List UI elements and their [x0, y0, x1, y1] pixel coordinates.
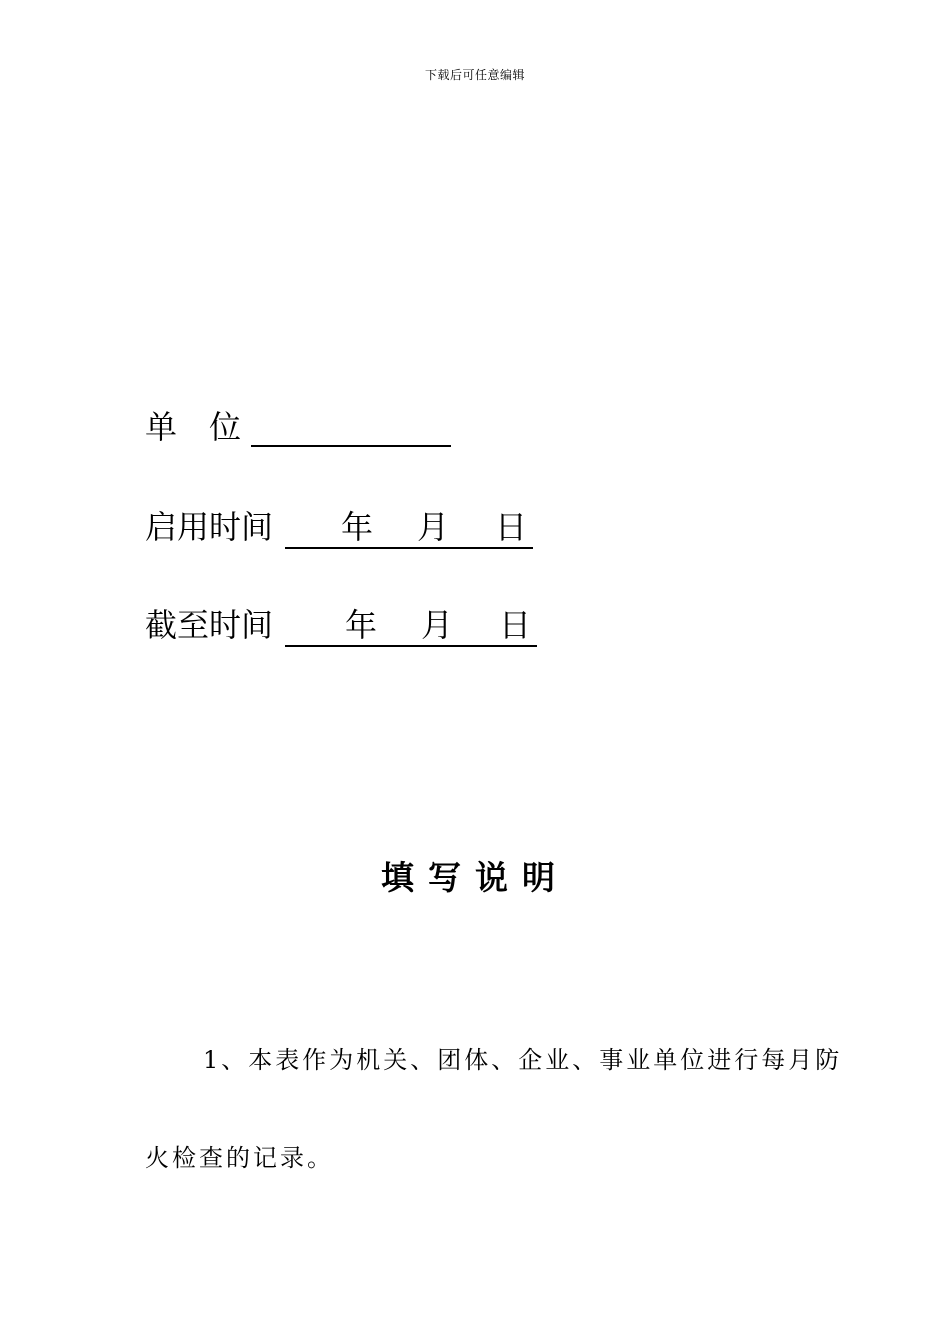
unit-field[interactable]	[251, 411, 451, 447]
day-label: 日	[499, 606, 532, 644]
instructions-title: 填写说明	[381, 858, 569, 897]
start-date-row	[145, 505, 533, 549]
start-date-label: 启用时间	[145, 508, 274, 546]
end-date-field[interactable]	[285, 605, 537, 647]
end-date-row	[145, 603, 537, 647]
day-label: 日	[495, 508, 528, 546]
header-note: 下载后可任意编辑	[424, 68, 525, 82]
start-date-field[interactable]	[285, 507, 533, 549]
instruction-line-1: 1、本表作为机关、团体、企业、事业单位进行每月防	[203, 1046, 843, 1074]
year-label: 年	[345, 606, 378, 644]
instruction-line-2: 火检查的记录。	[145, 1144, 334, 1172]
month-label: 月	[421, 606, 454, 644]
unit-row	[145, 405, 451, 449]
month-label: 月	[417, 508, 450, 546]
unit-label: 单位	[145, 408, 242, 446]
year-label: 年	[341, 508, 374, 546]
end-date-label: 截至时间	[145, 606, 274, 644]
